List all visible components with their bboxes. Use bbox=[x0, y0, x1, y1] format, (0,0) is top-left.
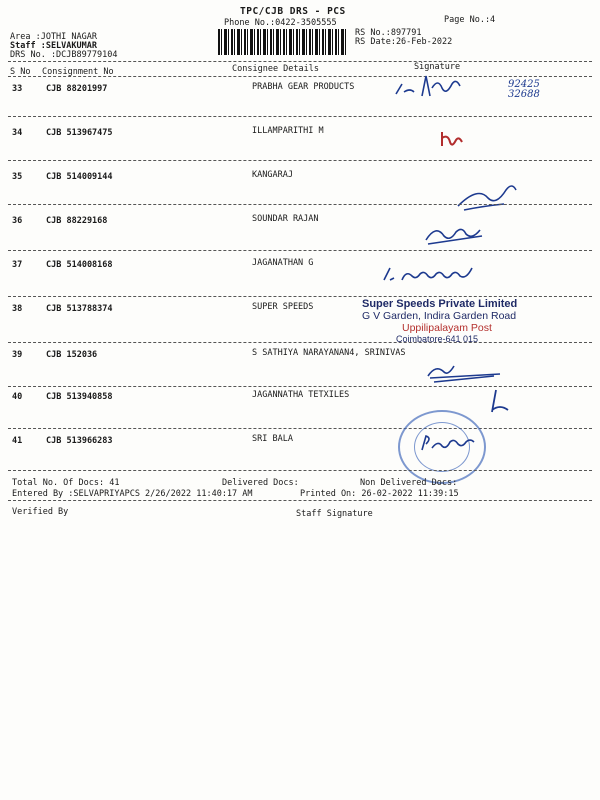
signature-mark bbox=[486, 388, 516, 422]
header-divider bbox=[8, 61, 592, 62]
row-consignment: CJB 513940858 bbox=[46, 392, 113, 402]
page-number: Page No.:4 bbox=[444, 15, 496, 25]
row-consignment: CJB 514009144 bbox=[46, 172, 113, 182]
stamp-company-name: Super Speeds Private Limited bbox=[362, 298, 518, 310]
col-consignment: Consignment No bbox=[42, 67, 114, 77]
table-row bbox=[0, 436, 600, 481]
row-consignment: CJB 513967475 bbox=[46, 128, 113, 138]
verified-by: Verified By bbox=[12, 507, 69, 517]
table-row bbox=[0, 128, 600, 173]
row-sno: 41 bbox=[12, 436, 23, 446]
stamp-address-1: G V Garden, Indira Garden Road bbox=[362, 310, 517, 322]
staff-signature-label: Staff Signature bbox=[296, 509, 373, 519]
signature-mark bbox=[418, 432, 488, 460]
rs-date: RS Date:26-Feb-2022 bbox=[355, 37, 453, 47]
document-title: TPC/CJB DRS - PCS bbox=[240, 6, 346, 17]
col-signature: Signature bbox=[414, 62, 461, 72]
area-label: Area :JOTHI NAGAR bbox=[10, 32, 97, 42]
row-sno: 39 bbox=[12, 350, 23, 360]
table-row bbox=[0, 216, 600, 261]
row-consignee: S SATHIYA NARAYANAN4, SRINIVAS bbox=[252, 348, 406, 358]
row-divider bbox=[8, 386, 592, 387]
row-divider bbox=[8, 342, 592, 343]
row-consignment: CJB 88201997 bbox=[46, 84, 108, 94]
row-divider bbox=[8, 204, 592, 205]
row-sno: 35 bbox=[12, 172, 23, 182]
stamp-address-2: Uppilipalayam Post bbox=[402, 322, 492, 334]
handwritten-phone: 92425 32688 bbox=[508, 79, 540, 100]
stamp-address-3: Coimbatore-641 015 bbox=[396, 334, 479, 344]
barcode bbox=[218, 29, 346, 55]
signature-mark bbox=[438, 128, 478, 156]
row-divider bbox=[8, 296, 592, 297]
row-sno: 37 bbox=[12, 260, 23, 270]
row-consignee: SOUNDAR RAJAN bbox=[252, 214, 319, 224]
phone-number: Phone No.:0422-3505555 bbox=[224, 18, 337, 28]
signature-mark bbox=[424, 356, 504, 390]
staff-label: Staff :SELVAKUMAR bbox=[10, 41, 97, 51]
col-consignee: Consignee Details bbox=[232, 64, 319, 74]
signature-mark bbox=[392, 74, 512, 108]
row-consignee: JAGANNATHA TETXILES bbox=[252, 390, 350, 400]
row-consignee: SUPER SPEEDS bbox=[252, 302, 314, 312]
row-sno: 33 bbox=[12, 84, 23, 94]
signature-mark bbox=[380, 260, 490, 294]
row-sno: 38 bbox=[12, 304, 23, 314]
row-consignee: PRABHA GEAR PRODUCTS bbox=[252, 82, 355, 92]
table-row bbox=[0, 79, 600, 129]
row-divider bbox=[8, 160, 592, 161]
footer-divider bbox=[8, 500, 592, 501]
row-consignment: CJB 513966283 bbox=[46, 436, 113, 446]
row-consignment: CJB 514008168 bbox=[46, 260, 113, 270]
row-divider bbox=[8, 470, 592, 471]
signature-mark bbox=[454, 180, 524, 218]
signature-mark bbox=[422, 218, 492, 252]
row-consignee: ILLAMPARITHI M bbox=[252, 126, 324, 136]
rs-number: RS No.:897791 bbox=[355, 28, 422, 38]
company-stamp bbox=[362, 298, 542, 344]
row-sno: 40 bbox=[12, 392, 23, 402]
row-consignee: KANGARAJ bbox=[252, 170, 293, 180]
row-consignment: CJB 513788374 bbox=[46, 304, 113, 314]
delivered-docs: Delivered Docs: bbox=[222, 478, 299, 488]
table-row bbox=[0, 392, 600, 437]
row-consignee: SRI BALA bbox=[252, 434, 293, 444]
row-consignment: CJB 152036 bbox=[46, 350, 98, 360]
row-consignee: JAGANATHAN G bbox=[252, 258, 314, 268]
drs-number: DRS No. :DCJB89779104 bbox=[10, 50, 118, 60]
row-sno: 34 bbox=[12, 128, 23, 138]
row-sno: 36 bbox=[12, 216, 23, 226]
row-divider bbox=[8, 116, 592, 117]
entered-by: Entered By :SELVAPRIYAPCS 2/26/2022 11:40:17 AM bbox=[12, 489, 253, 499]
total-docs: Total No. Of Docs: 41 bbox=[12, 478, 120, 488]
row-consignment: CJB 88229168 bbox=[46, 216, 108, 226]
row-divider bbox=[8, 250, 592, 251]
row-divider bbox=[8, 428, 592, 429]
non-delivered-docs: Non Delivered Docs: bbox=[360, 478, 458, 488]
printed-on: Printed On: 26-02-2022 11:39:15 bbox=[300, 489, 459, 499]
table-row bbox=[0, 172, 600, 217]
col-sno: S No bbox=[10, 67, 31, 77]
